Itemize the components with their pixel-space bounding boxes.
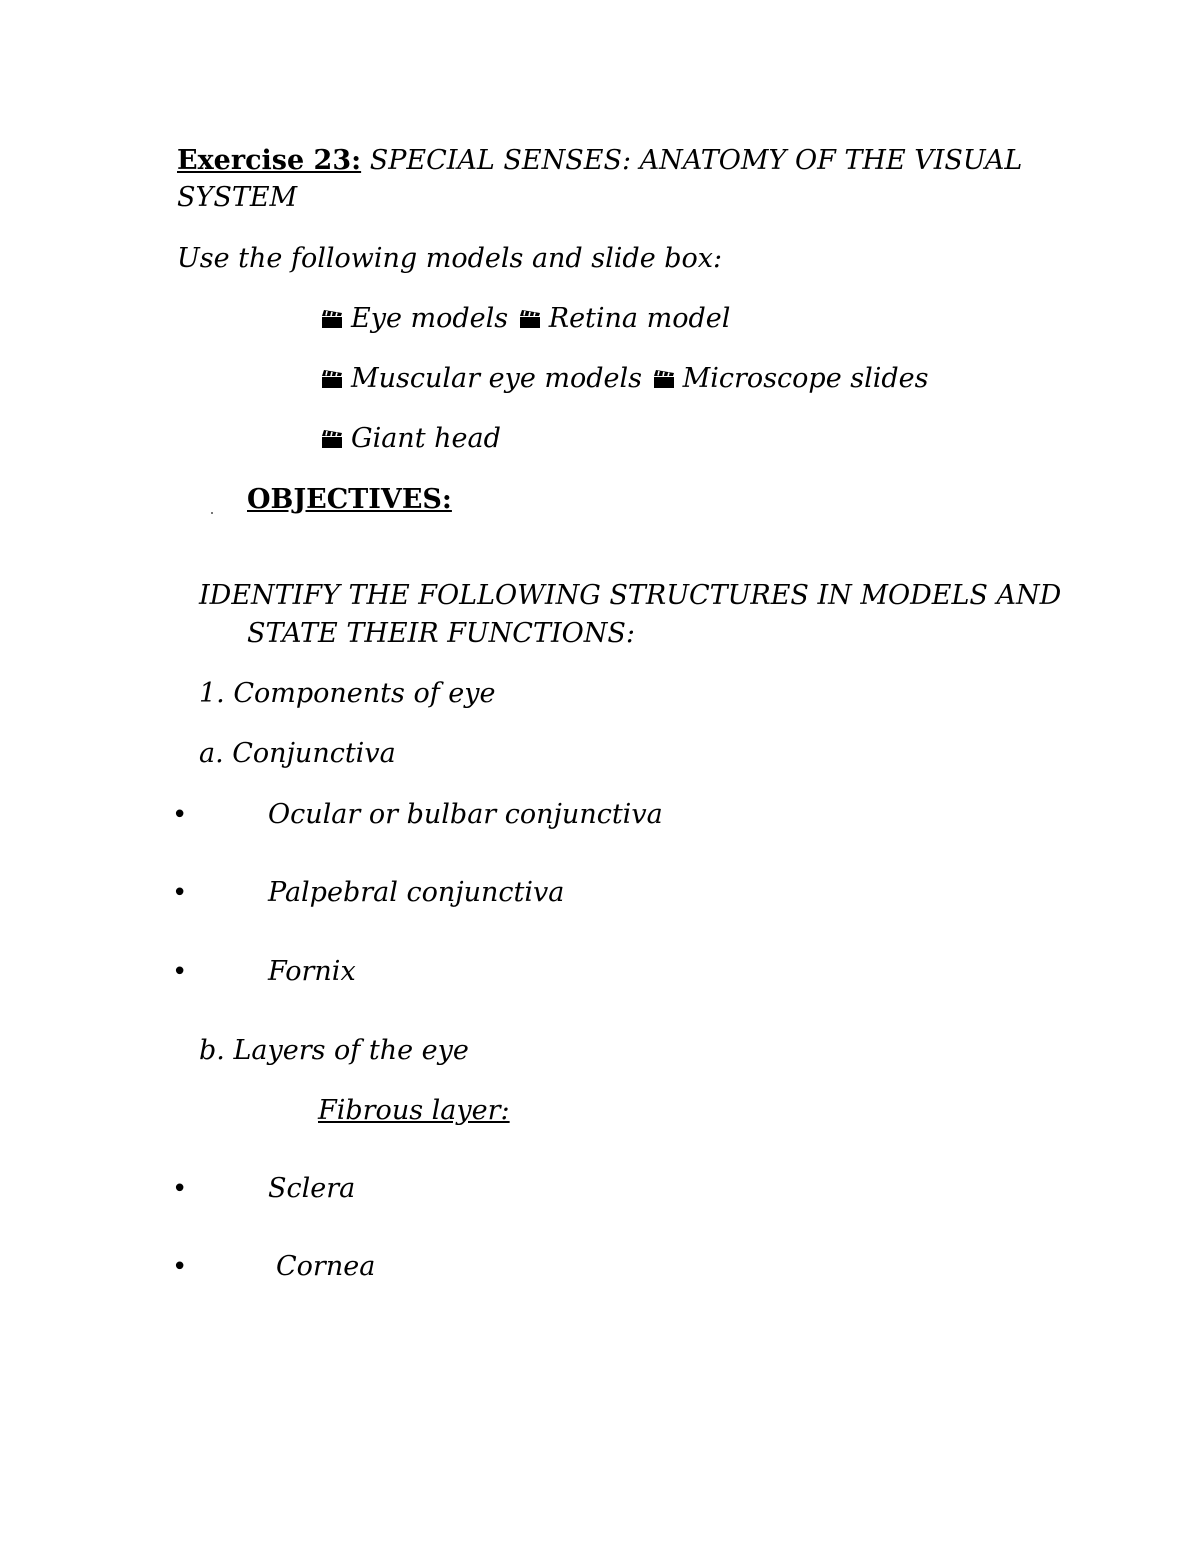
instruction-line2: STATE THEIR FUNCTIONS: xyxy=(247,618,635,649)
material-item: Eye models xyxy=(351,303,509,334)
material-item: Muscular eye models xyxy=(351,363,643,394)
intro-text: Use the following models and slide box: xyxy=(177,243,723,274)
clapperboard-icon xyxy=(321,429,343,449)
clapperboard-icon xyxy=(321,309,343,329)
material-item: Microscope slides xyxy=(682,363,929,394)
list-item: Cornea xyxy=(276,1251,376,1282)
bullet: • xyxy=(172,957,188,987)
bullet: • xyxy=(172,1174,188,1204)
list-item: Ocular or bulbar conjunctiva xyxy=(268,799,663,830)
materials-row-3 xyxy=(321,421,501,457)
subsection-conjunctiva: a. Conjunctiva xyxy=(199,738,396,769)
subsection-layers: b. Layers of the eye xyxy=(199,1035,469,1066)
exercise-title xyxy=(177,143,1022,179)
list-item: Sclera xyxy=(268,1173,356,1204)
clapperboard-icon xyxy=(519,309,541,329)
section-components: 1. Components of eye xyxy=(199,678,496,709)
materials-row-2 xyxy=(321,361,929,397)
list-item: Fornix xyxy=(268,956,356,987)
objectives-heading: OBJECTIVES: xyxy=(247,484,452,515)
material-item: Giant head xyxy=(351,423,501,454)
clapperboard-icon xyxy=(653,369,675,389)
stray-dot xyxy=(211,512,213,514)
bullet: • xyxy=(172,1252,188,1282)
list-item: Palpebral conjunctiva xyxy=(268,877,565,908)
exercise-title-line2: SYSTEM xyxy=(177,182,298,213)
exercise-number: Exercise 23: xyxy=(177,145,362,176)
bullet: • xyxy=(172,800,188,830)
instruction-line1: IDENTIFY THE FOLLOWING STRUCTURES IN MODELS AND xyxy=(199,580,1062,611)
fibrous-layer-heading: Fibrous layer: xyxy=(318,1095,510,1126)
material-item: Retina model xyxy=(548,303,731,334)
bullet: • xyxy=(172,878,188,908)
exercise-title-line1: SPECIAL SENSES: ANATOMY OF THE VISUAL xyxy=(369,145,1023,176)
materials-row-1 xyxy=(321,301,730,337)
clapperboard-icon xyxy=(321,369,343,389)
